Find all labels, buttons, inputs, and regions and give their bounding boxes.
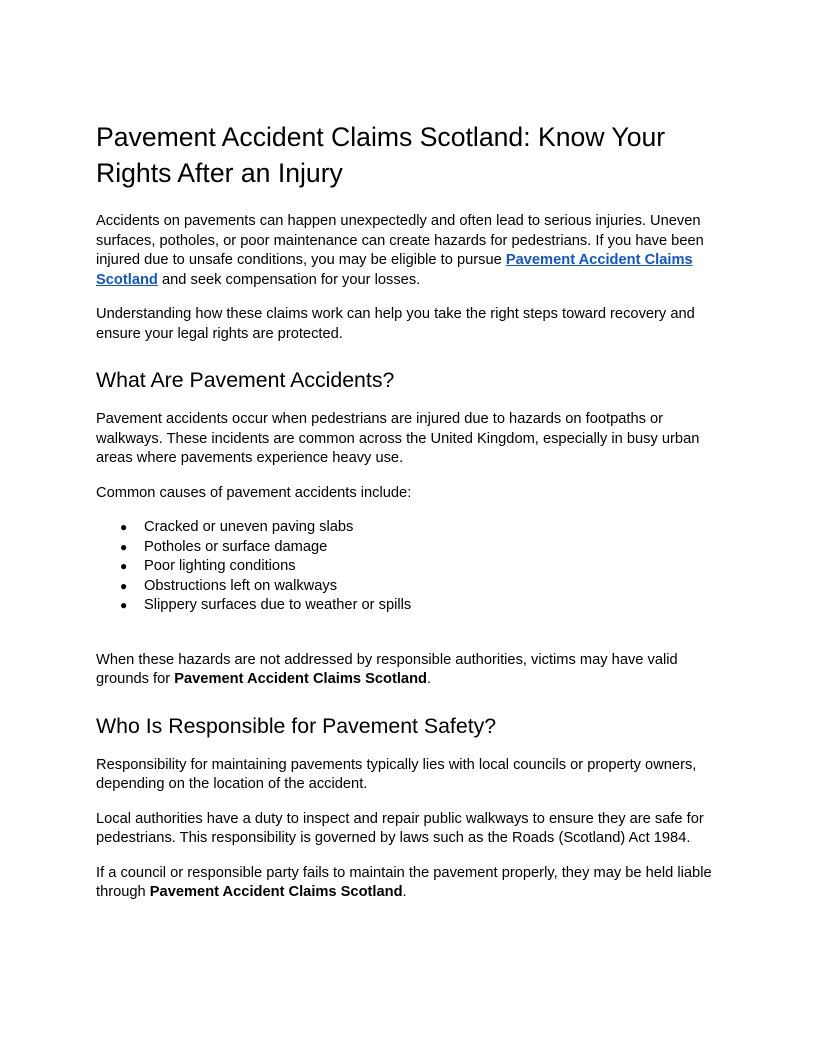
intro-text-after-link: and seek compensation for your losses. <box>157 271 421 288</box>
list-item-text: Potholes or surface damage <box>144 538 328 555</box>
bullet-icon: ● <box>120 578 128 593</box>
section1-paragraph-1: Pavement accidents occur when pedestrians are injured due to hazards on footpaths or walkways. These incidents are common across the United Kingdom, especially in busy urban areas where pavements experience heavy use. <box>96 411 700 466</box>
bullet-icon: ● <box>120 598 128 612</box>
list-item <box>96 538 720 558</box>
section-heading-what-are: What Are Pavement Accidents? <box>96 368 395 392</box>
pavement-claims-link[interactable]: Pavement Accident Claims Scotland <box>96 252 693 288</box>
section2-paragraph-1: Responsibility for maintaining pavements typically lies with local councils or property owners, depending on the location of the accident. <box>96 756 697 792</box>
section2-p3-end: . <box>402 884 407 900</box>
causes-list <box>96 518 720 616</box>
section2-p3-bold: Pavement Accident Claims Scotland <box>149 884 403 900</box>
bullet-icon: ● <box>120 520 128 534</box>
section1-p3-end: . <box>426 671 432 687</box>
section2-p3-text: If a council or responsible party fails to maintain the pavement properly, they may be held liable through <box>96 864 712 900</box>
list-item <box>96 596 720 616</box>
section1-p3-bold: Pavement Accident Claims Scotland <box>174 671 427 687</box>
section1-p3-text: When these hazards are not addressed by responsible authorities, victims may have valid grounds for <box>96 651 678 687</box>
list-item-text: Poor lighting conditions <box>144 558 296 574</box>
list-item-text: Cracked or uneven paving slabs <box>144 519 354 535</box>
list-item <box>96 577 720 597</box>
section-heading-who-responsible: Who Is Responsible for Pavement Safety? <box>96 713 497 738</box>
list-item <box>96 518 720 538</box>
intro-text-before-link: Accidents on pavements can happen unexpectedly and often lead to serious injuries. Uneven surfaces, potholes, or poor maintenance can create hazards for pedestrians. If you have been injured due to unsafe conditions, you may be eligible to pursue <box>96 213 704 268</box>
list-item-text: Obstructions left on walkways <box>144 577 338 594</box>
list-item <box>96 557 720 577</box>
intro-paragraph-1 <box>96 212 720 290</box>
section2-paragraph-3 <box>96 864 720 903</box>
list-item-text: Slippery surfaces due to weather or spills <box>144 597 412 613</box>
bullet-icon: ● <box>120 559 128 573</box>
page-title: Pavement Accident Claims Scotland: Know Your Rights After an Injury <box>96 122 666 188</box>
intro-paragraph-2: Understanding how these claims work can help you take the right steps toward recovery and ensure your legal rights are protected. <box>96 306 695 342</box>
section2-paragraph-2: Local authorities have a duty to inspect and repair public walkways to ensure they are safe for pedestrians. This responsibility is governed by laws such as the Roads (Scotland) Act 1984. <box>96 810 704 846</box>
section1-paragraph-2: Common causes of pavement accidents include: <box>96 484 412 501</box>
bullet-icon: ● <box>120 539 128 554</box>
section1-paragraph-3 <box>96 651 720 690</box>
